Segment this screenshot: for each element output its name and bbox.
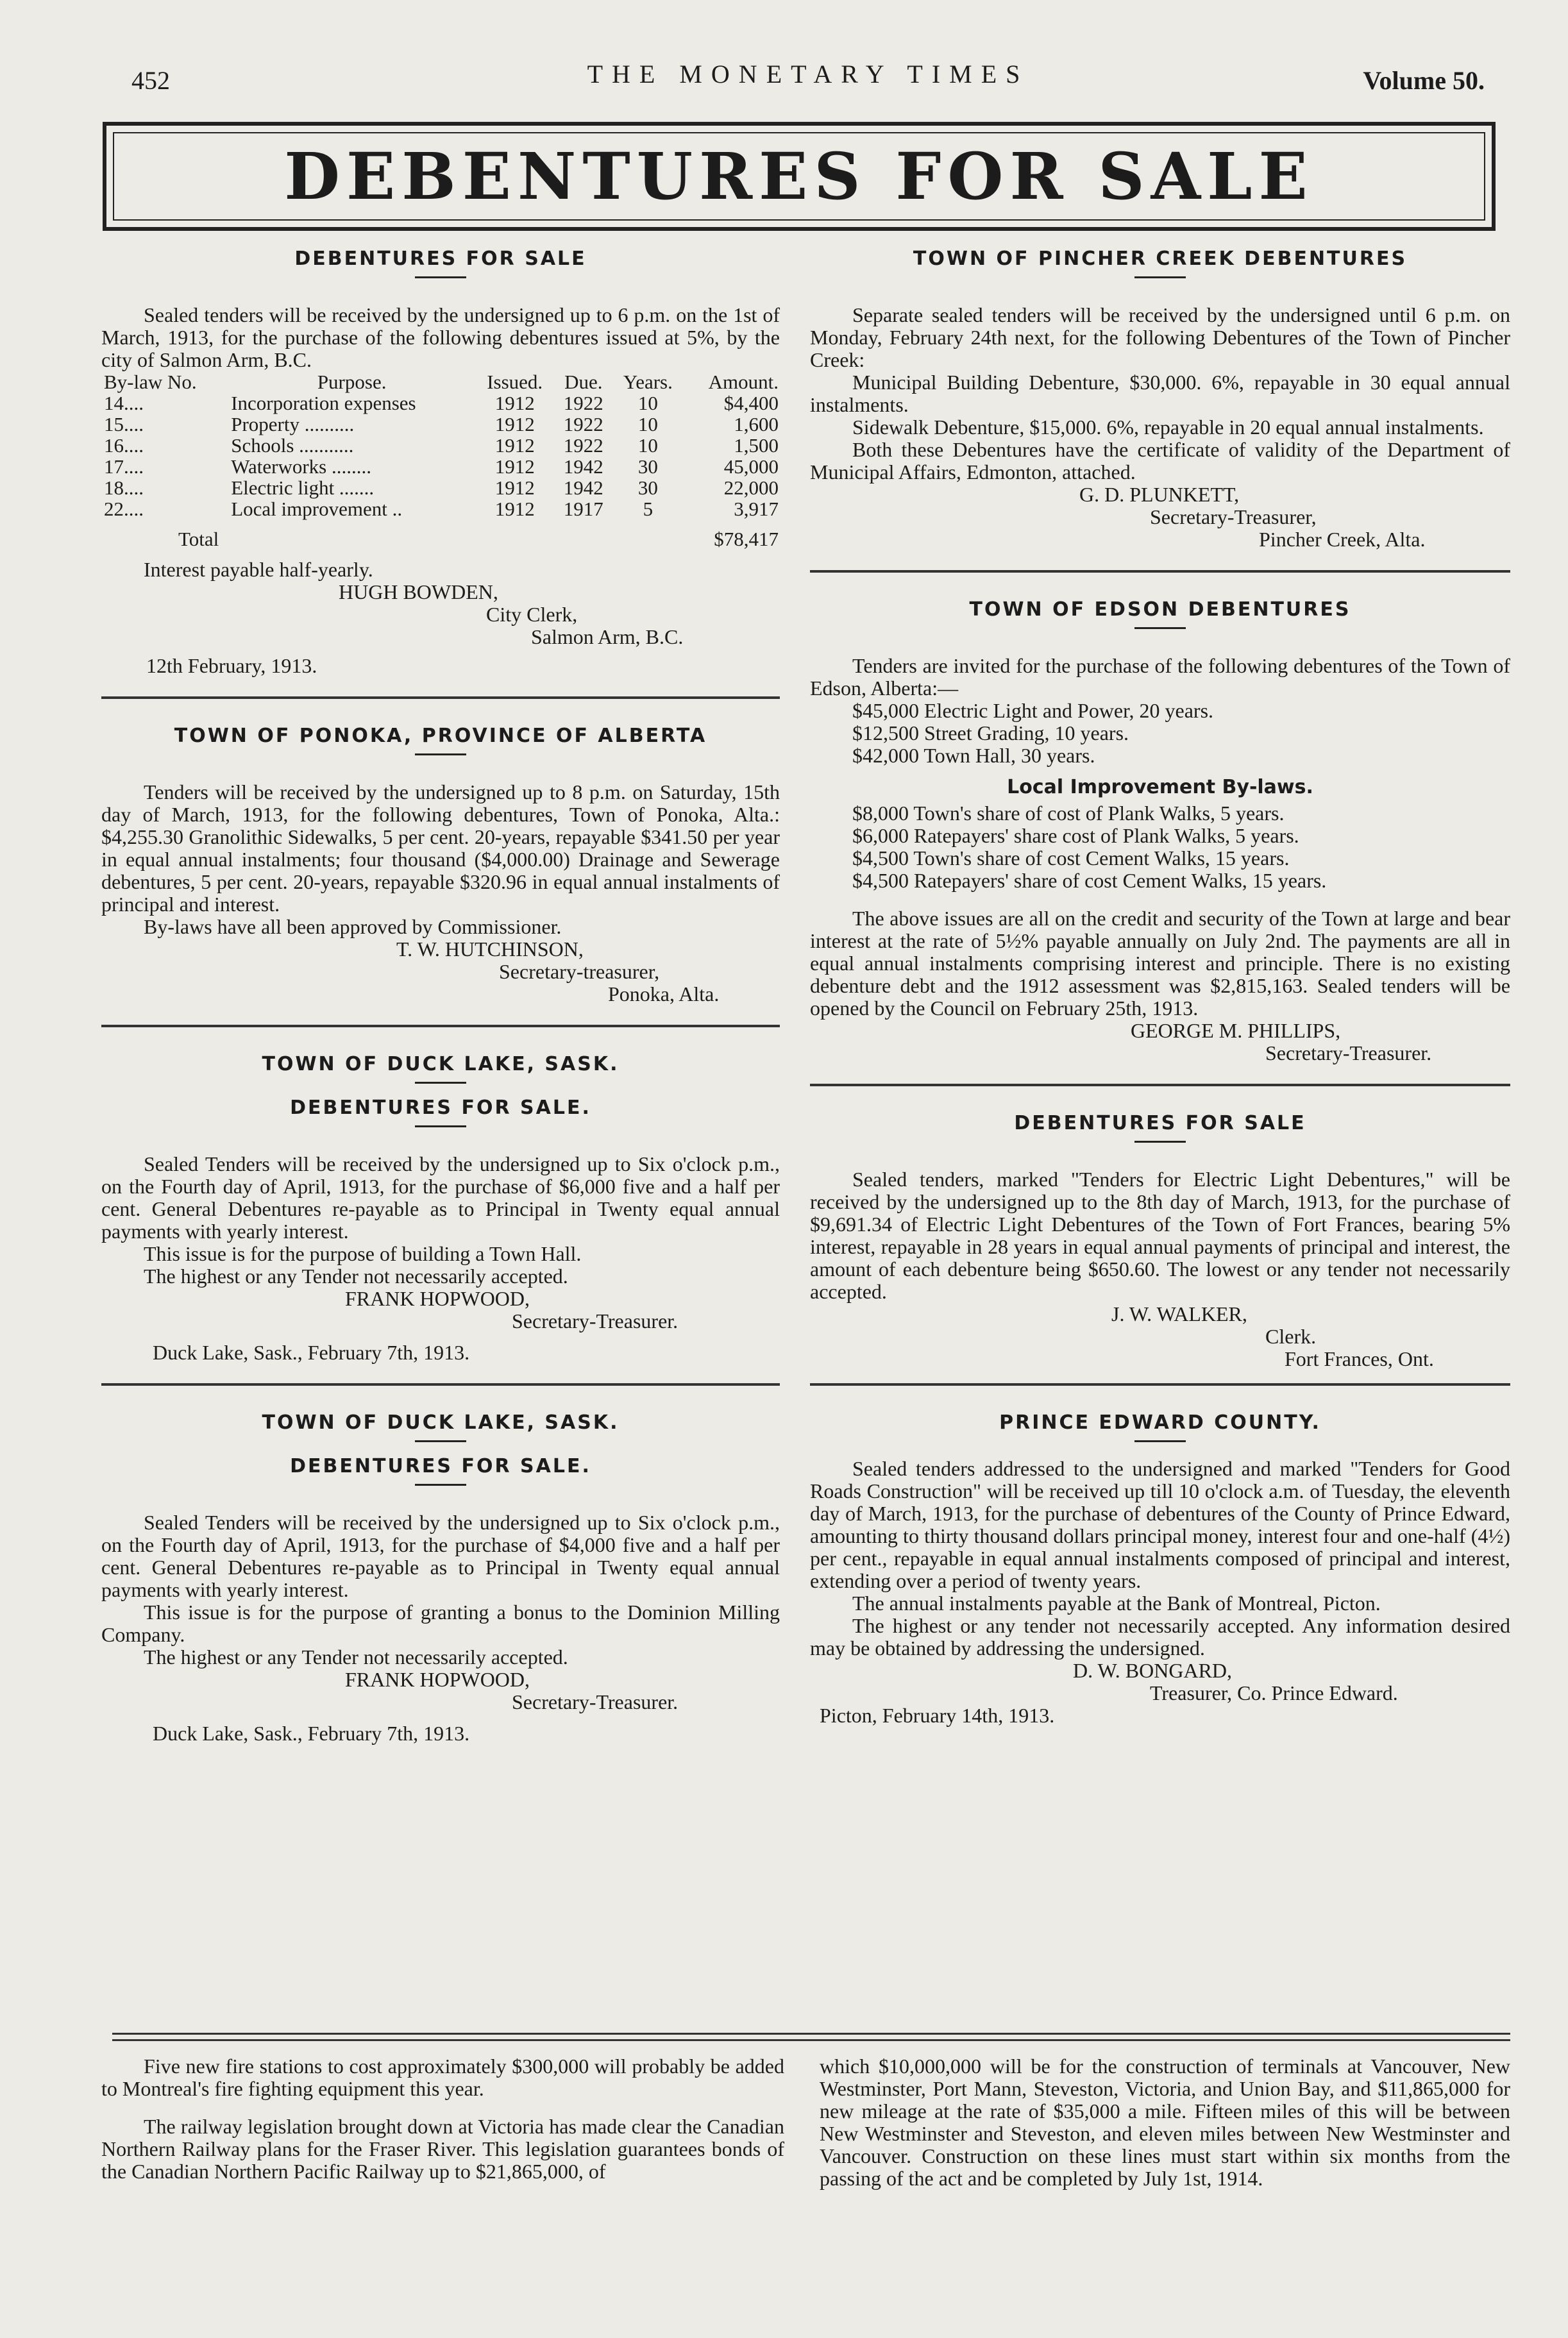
table-cell: $4,400 [723, 392, 779, 414]
heading-dash [415, 1125, 466, 1127]
table-cell: 10 [637, 434, 658, 457]
salmon-arm-notice [101, 248, 780, 677]
table-cell: 1912 [494, 392, 535, 414]
notice-body: Sealed tenders, marked "Tenders for Electric Light Debentures," will be received by the undersigned up to the 8th day of March, 1913, for the purchase of $9,691.34 of Electric Light Debentures of the Town of Fort Frances, bearing 5% interest, repayable in 28 years in equal annual payments of principal and interest, the amount of each debenture being $650.60. The lowest or any tender not necessarily accepted. [810, 1168, 1510, 1303]
local-improvement-heading: Local Improvement By-laws. [1007, 776, 1313, 798]
table-header-row [101, 371, 781, 392]
article-paragraph: which $10,000,000 will be for the construction of terminals at Vancouver, New Westminster, Port Mann, Steveston, Victoria, and Union Bay, and $11,865,000 for new mileage at the rate of $35,000 a mile. Fifteen miles of this will be between New Westminster and Steveston, and eleven miles between New Westminster and Vancouver. Construction on these lines must start within six months from the passing of the act and be completed by July 1st, 1914. [820, 2055, 1510, 2190]
signature [810, 1020, 1510, 1064]
table-cell: 22,000 [723, 476, 779, 499]
signature-line: Secretary-Treasurer. [512, 1309, 679, 1333]
prince-edward-notice [810, 1411, 1510, 1727]
page-number: 452 [131, 66, 170, 95]
signature-line: FRANK HOPWOOD, [345, 1668, 530, 1691]
list-item: $42,000 Town Hall, 30 years. [852, 744, 1095, 767]
duck-lake-notice-1 [101, 1053, 780, 1364]
running-head [131, 59, 1485, 104]
section-rule [101, 1383, 780, 1386]
signature-line: Secretary-Treasurer. [1265, 1041, 1432, 1064]
pincher-creek-notice [810, 248, 1510, 551]
notice-body: Tenders are invited for the purchase of the following debentures of the Town of Edson, Alberta:— [810, 654, 1510, 700]
table-cell: Electric light ....... [231, 476, 375, 499]
table-row [101, 414, 781, 435]
notice-body: Separate sealed tenders will be received by the undersigned until 6 p.m. on Monday, February 24th next, for the following Debentures of the Town of Pincher Creek: [810, 303, 1510, 371]
notice-body: Sealed Tenders will be received by the undersigned up to Six o'clock p.m., on the Fourth day of April, 1913, for the purchase of $6,000 five and a half per cent. General Debentures re-payable as to Principal in Twenty equal annual payments with yearly interest. [101, 1152, 780, 1243]
signature-line: Pincher Creek, Alta. [1259, 528, 1426, 551]
section-rule [810, 1084, 1510, 1086]
notice-body: By-laws have all been approved by Commissioner. [144, 915, 562, 938]
total-value: $78,417 [714, 528, 779, 550]
fort-frances-notice [810, 1112, 1510, 1370]
banner-title: DEBENTURES FOR SALE [113, 132, 1485, 221]
table-cell: 18.... [104, 476, 144, 499]
table-header: Issued. [487, 371, 543, 393]
signature [810, 1660, 1510, 1704]
notice-date: Duck Lake, Sask., February 7th, 1913. [153, 1341, 470, 1364]
table-cell: 22.... [104, 498, 144, 520]
signature-line: Treasurer, Co. Prince Edward. [1150, 1681, 1398, 1704]
signature [101, 1669, 780, 1713]
signature-line: GEORGE M. PHILLIPS, [1131, 1019, 1341, 1042]
section-heading: PRINCE EDWARD COUNTY. [999, 1411, 1321, 1434]
local-improvement-list [810, 802, 1510, 892]
notice-body: Sealed tenders addressed to the undersigned and marked "Tenders for Good Roads Construction" will be received up till 10 o'clock a.m. of Tuesday, the eleventh day of March, 1913, for the purchase of debentures of the County of Prince Edward, amounting to thirty thousand dollars principal money, interest four and one-half (4½) per cent., repayable in equal annual instalments composed of principal and interest, extending over a period of twenty years. [810, 1457, 1510, 1592]
table-cell: 30 [637, 455, 658, 478]
heading-dash [415, 1440, 466, 1442]
total-label: Total [178, 528, 219, 550]
signature-line: Fort Frances, Ont. [1285, 1347, 1434, 1370]
heading-dash [415, 1484, 466, 1486]
left-column [101, 244, 780, 1745]
edson-notice [810, 598, 1510, 1064]
table-total-row [101, 519, 781, 550]
table-cell: 1917 [563, 498, 603, 520]
interest-note: Interest payable half-yearly. [144, 558, 373, 581]
signature-line: FRANK HOPWOOD, [345, 1287, 530, 1310]
journal-title: THE MONETARY TIMES [587, 60, 1029, 88]
table-cell: 1912 [494, 434, 535, 457]
table-cell: 10 [637, 392, 658, 414]
table-cell: 3,917 [734, 498, 779, 520]
notice-date: 12th February, 1913. [146, 654, 317, 677]
table-cell: 5 [643, 498, 653, 520]
section-heading: DEBENTURES FOR SALE [1014, 1112, 1306, 1134]
table-cell: 1,500 [734, 434, 779, 457]
notice-body: The highest or any Tender not necessarily accepted. [144, 1645, 568, 1669]
notice-date: Picton, February 14th, 1913. [820, 1704, 1055, 1727]
table-row [101, 456, 781, 477]
section-heading: TOWN OF DUCK LAKE, SASK. [262, 1411, 620, 1434]
notice-body: This issue is for the purpose of granting a bonus to the Dominion Milling Company. [101, 1601, 780, 1646]
signature-line: J. W. WALKER, [1111, 1302, 1247, 1325]
list-item: $6,000 Ratepayers' share cost of Plank Walks, 5 years. [852, 824, 1299, 847]
section-subheading: DEBENTURES FOR SALE. [290, 1097, 591, 1119]
section-rule [101, 1025, 780, 1027]
section-subheading: DEBENTURES FOR SALE. [290, 1455, 591, 1477]
table-header: Years. [623, 371, 673, 393]
list-item: $8,000 Town's share of cost of Plank Walks, 5 years. [852, 802, 1285, 825]
table-cell: Waterworks ........ [231, 455, 371, 478]
notice-body: Sidewalk Debenture, $15,000. 6%, repayable in 20 equal annual instalments. [852, 416, 1484, 439]
table-cell: 1912 [494, 498, 535, 520]
bottom-right-article [820, 2055, 1510, 2190]
table-header: Due. [564, 371, 603, 393]
section-heading: TOWN OF DUCK LAKE, SASK. [262, 1053, 620, 1075]
debenture-list [810, 700, 1510, 767]
article-paragraph: Five new fire stations to cost approximately $300,000 will probably be added to Montreal's fire fighting equipment this year. [101, 2055, 784, 2100]
table-cell: 1942 [563, 455, 603, 478]
table-header: Purpose. [317, 371, 387, 393]
table-cell: Property .......... [231, 413, 355, 435]
table-cell: 1,600 [734, 413, 779, 435]
table-cell: 1942 [563, 476, 603, 499]
heading-dash [1134, 1440, 1186, 1442]
signature [810, 1303, 1510, 1370]
notice-date: Duck Lake, Sask., February 7th, 1913. [153, 1722, 470, 1745]
heading-dash [1134, 276, 1186, 278]
notice-body: Sealed tenders will be received by the undersigned up to 6 p.m. on the 1st of March, 1913, for the purchase of the following debentures issued at 5%, by the city of Salmon Arm, B.C. [101, 303, 780, 371]
signature-line: Ponoka, Alta. [608, 982, 720, 1005]
signature-line: Secretary-Treasurer. [512, 1690, 679, 1713]
table-cell: 16.... [104, 434, 144, 457]
signature-line: Secretary-treasurer, [499, 960, 660, 983]
signature-line: T. W. HUTCHINSON, [396, 938, 584, 961]
table-cell: 10 [637, 413, 658, 435]
signature-line: G. D. PLUNKETT, [1079, 483, 1240, 506]
notice-body: Both these Debentures have the certificate of validity of the Department of Municipal Affairs, Edmonton, attached. [810, 438, 1510, 484]
heading-dash [415, 753, 466, 755]
signature-line: D. W. BONGARD, [1073, 1659, 1233, 1682]
table-cell: 1912 [494, 413, 535, 435]
list-item: $12,500 Street Grading, 10 years. [852, 721, 1129, 744]
article-paragraph: The railway legislation brought down at Victoria has made clear the Canadian Northern Railway plans for the Fraser River. This legislation guarantees bonds of the Canadian Northern Pacific Railway up to $21,865,000, of [101, 2115, 784, 2183]
table-cell: 1922 [563, 413, 603, 435]
heading-dash [415, 276, 466, 278]
table-cell: 15.... [104, 413, 144, 435]
section-heading: TOWN OF PONOKA, PROVINCE OF ALBERTA [174, 725, 707, 747]
notice-body: Municipal Building Debenture, $30,000. 6%, repayable in 30 equal annual instalments. [810, 371, 1510, 416]
signature-line: HUGH BOWDEN, [339, 580, 498, 603]
heading-dash [1134, 1141, 1186, 1143]
notice-body: The highest or any Tender not necessarily accepted. [144, 1265, 568, 1288]
ponoka-notice [101, 725, 780, 1005]
section-heading: TOWN OF PINCHER CREEK DEBENTURES [913, 248, 1408, 270]
notice-body: The annual instalments payable at the Bank of Montreal, Picton. [852, 1592, 1381, 1615]
bottom-left-article [101, 2055, 784, 2183]
table-row [101, 392, 781, 414]
heading-dash [415, 1082, 466, 1084]
list-item: $4,500 Ratepayers' share of cost Cement Walks, 15 years. [852, 869, 1327, 892]
table-cell: 1912 [494, 455, 535, 478]
signature [810, 484, 1510, 551]
section-rule [810, 1383, 1510, 1386]
right-column [810, 244, 1510, 1727]
table-cell: Local improvement .. [231, 498, 403, 520]
signature [101, 1288, 780, 1333]
section-rule [810, 570, 1510, 573]
table-row [101, 477, 781, 498]
bylaw-table [101, 371, 781, 550]
signature-line: Salmon Arm, B.C. [531, 625, 684, 648]
banner-frame [103, 122, 1496, 231]
signature-line: City Clerk, [486, 603, 578, 626]
table-cell: 30 [637, 476, 658, 499]
notice-body: The highest or any tender not necessarily accepted. Any information desired may be obtained by addressing the undersigned. [810, 1614, 1510, 1660]
bottom-double-rule [112, 2039, 1510, 2041]
signature-line: Clerk. [1265, 1325, 1317, 1348]
list-item: $45,000 Electric Light and Power, 20 years. [852, 699, 1214, 722]
table-row [101, 498, 781, 519]
volume-label: Volume 50. [1363, 66, 1485, 95]
list-item: $4,500 Town's share of cost Cement Walks, 15 years. [852, 846, 1290, 870]
signature [101, 581, 780, 648]
bottom-double-rule [112, 2033, 1510, 2035]
notice-body: The above issues are all on the credit and security of the Town at large and bear interest at the rate of 5½% payable annually on July 2nd. The payments are all in equal annual instalments comprising interest and principle. There is no existing debenture debt and the 1912 assessment was $2,815,163. Sealed tenders will be opened by the Council on February 25th, 1913. [810, 907, 1510, 1020]
section-heading: DEBENTURES FOR SALE [294, 248, 587, 270]
table-cell: Incorporation expenses [231, 392, 416, 414]
section-heading: TOWN OF EDSON DEBENTURES [969, 598, 1351, 621]
table-header: Amount. [708, 371, 779, 393]
table-cell: 14.... [104, 392, 144, 414]
signature-line: Secretary-Treasurer, [1150, 505, 1317, 528]
notice-body: Sealed Tenders will be received by the undersigned up to Six o'clock p.m., on the Fourth day of April, 1913, for the purchase of $4,000 five and a half per cent. General Debentures re-payable as to Principal in Twenty equal annual payments with yearly interest. [101, 1511, 780, 1601]
table-row [101, 435, 781, 456]
table-cell: 1922 [563, 434, 603, 457]
notice-body: Tenders will be received by the undersigned up to 8 p.m. on Saturday, 15th day of March, 1913, for the following debentures, Town of Ponoka, Alta.: $4,255.30 Granolithic Sidewalks, 5 per cent. 20-years, repayable $341.50 per year in equal annual instalments; four thousand ($4,000.00) Drainage and Sewerage debentures, 5 per cent. 20-years, repayable $320.96 in equal annual instalments of principal and interest. [101, 780, 780, 916]
table-cell: 17.... [104, 455, 144, 478]
table-header: By-law No. [104, 371, 197, 393]
duck-lake-notice-2 [101, 1411, 780, 1745]
notice-body: This issue is for the purpose of building a Town Hall. [144, 1242, 582, 1265]
table-cell: Schools ........... [231, 434, 354, 457]
section-rule [101, 696, 780, 699]
table-cell: 1912 [494, 476, 535, 499]
table-cell: 1922 [563, 392, 603, 414]
table-cell: 45,000 [723, 455, 779, 478]
heading-dash [1134, 627, 1186, 629]
signature [101, 938, 780, 1005]
